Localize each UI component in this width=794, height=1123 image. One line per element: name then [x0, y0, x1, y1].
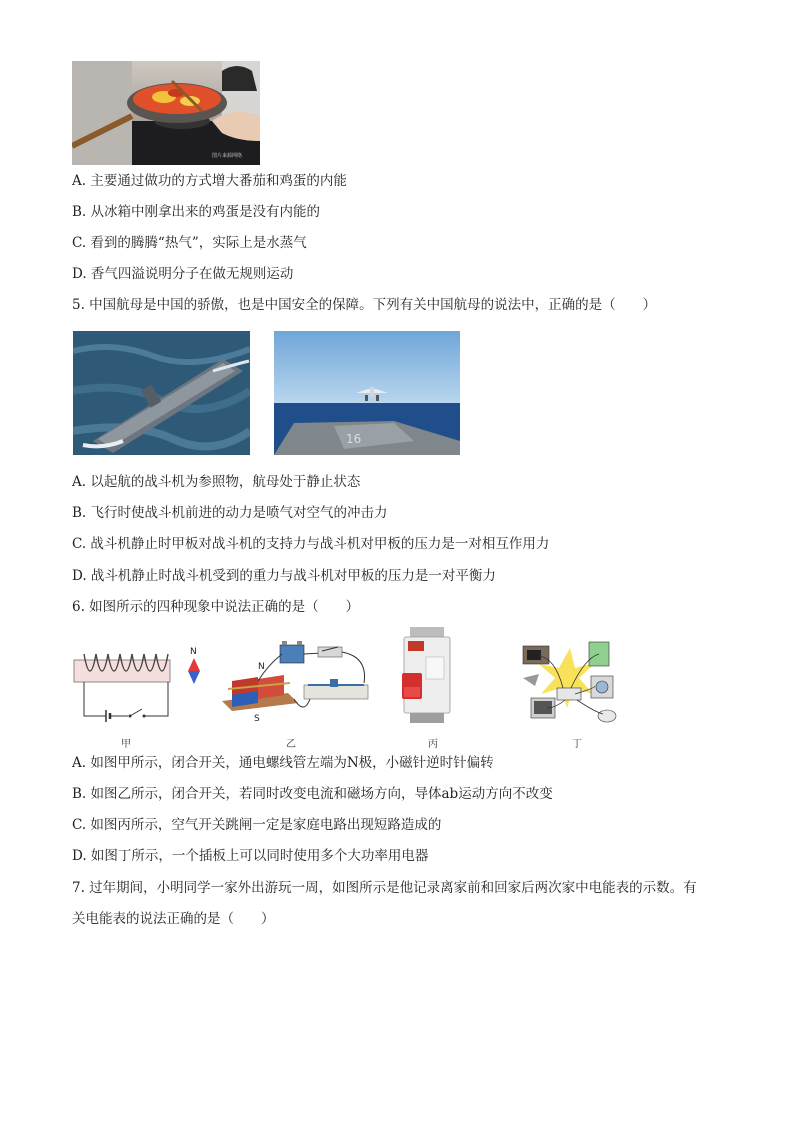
figure-yi-motor	[218, 637, 378, 723]
q7-stem-line2: 关电能表的说法正确的是（ ）	[72, 911, 275, 927]
figure-label-ding: 丁	[572, 739, 582, 750]
q6-stem: 6. 如图所示的四种现象中说法正确的是（ ）	[72, 599, 360, 615]
jet-takeoff-illustration	[274, 331, 460, 455]
aircraft-carrier-photo	[73, 331, 250, 455]
figure-jia-solenoid	[70, 640, 210, 725]
jet-takeoff-photo	[274, 331, 460, 455]
figure-ding-power-strip	[515, 628, 625, 728]
figure-label-jia: 甲	[121, 739, 131, 750]
magnet-s-label: S	[254, 714, 260, 723]
cooking-photo	[72, 61, 260, 165]
q6-option-a: A. 如图甲所示，闭合开关，通电螺线管左端为N极，小磁针逆时针偏转	[72, 755, 494, 771]
figure-label-yi: 乙	[286, 739, 296, 750]
solenoid-diagram	[70, 640, 210, 725]
q5-option-b: B. 飞行时使战斗机前进的动力是喷气对空气的冲击力	[72, 505, 388, 521]
image-watermark: 图片来源网络	[212, 153, 243, 159]
magnet-n-label: N	[190, 647, 197, 657]
q5-option-a: A. 以起航的战斗机为参照物，航母处于静止状态	[72, 474, 361, 490]
q6-option-c: C. 如图丙所示，空气开关跳闸一定是家庭电路出现短路造成的	[72, 817, 442, 833]
q5-option-c: C. 战斗机静止时甲板对战斗机的支持力与战斗机对甲板的压力是一对相互作用力	[72, 536, 550, 552]
cooking-illustration	[72, 61, 260, 165]
q4-option-b: B. 从冰箱中刚拿出来的鸡蛋是没有内能的	[72, 204, 321, 220]
overloaded-socket-illustration	[515, 628, 625, 728]
magnet-n-label: N	[258, 662, 265, 672]
q4-option-c: C. 看到的腾腾“热气”，实际上是水蒸气	[72, 235, 307, 251]
q6-option-b: B. 如图乙所示，闭合开关，若同时改变电流和磁场方向，导体ab运动方向不改变	[72, 786, 553, 802]
q5-option-d: D. 战斗机静止时战斗机受到的重力与战斗机对甲板的压力是一对平衡力	[72, 568, 496, 584]
air-switch-illustration	[396, 627, 458, 723]
q4-option-d: D. 香气四溢说明分子在做无规则运动	[72, 266, 294, 282]
figure-label-bing: 丙	[428, 739, 438, 750]
q4-option-a: A. 主要通过做功的方式增大番茄和鸡蛋的内能	[72, 173, 347, 189]
aircraft-carrier-illustration	[73, 331, 250, 455]
q5-stem: 5. 中国航母是中国的骄傲，也是中国安全的保障。下列有关中国航母的说法中，正确的是（ ）	[72, 297, 657, 313]
svg-text:16: 16	[346, 432, 362, 446]
q6-option-d: D. 如图丁所示，一个插板上可以同时使用多个大功率用电器	[72, 848, 429, 864]
q7-stem-line1: 7. 过年期间，小明同学一家外出游玩一周，如图所示是他记录离家前和回家后两次家中电能表的示数。有	[72, 880, 697, 896]
motor-diagram	[218, 637, 378, 723]
figure-bing-breaker	[396, 627, 458, 723]
